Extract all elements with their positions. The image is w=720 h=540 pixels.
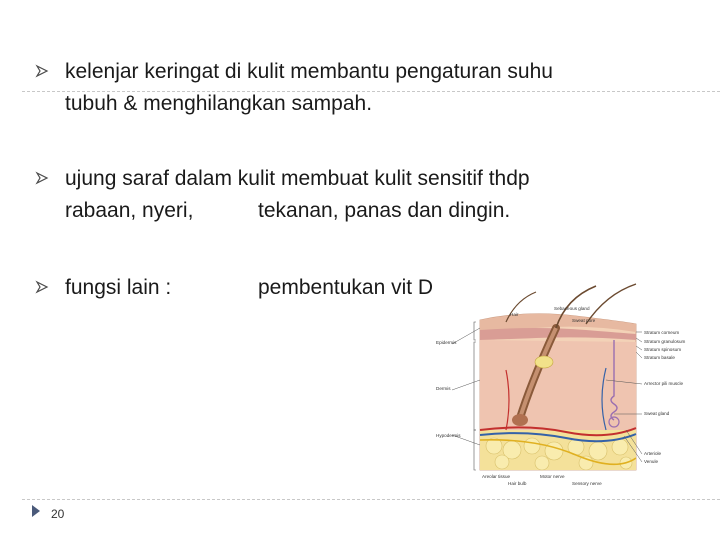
bullet-marker-icon [34,170,50,186]
figure-label-sensory-nerve: Sensory nerve [572,481,602,486]
bullet-2-line-2a: rabaan, nyeri, [65,199,194,222]
figure-label-corneum: Stratum corneum [644,330,680,335]
figure-label-sweat-gland: Sweat gland [644,411,670,416]
figure-label-granulosum: Stratum granulosum [644,339,686,344]
figure-label-dermis: Dermis [436,386,451,391]
bottom-divider [22,499,720,500]
page-number: 20 [51,506,65,521]
figure-label-hypodermis: Hypodermis [436,433,461,438]
bullet-3-value: pembentukan vit D [258,276,434,299]
bullet-marker-icon [34,63,50,79]
bullet-2-line-1: ujung saraf dalam kulit membuat kulit sensitif thdp [65,167,530,190]
bullet-2-line-2b: tekanan, panas dan dingin. [258,199,511,222]
figure-label-spinosum: Stratum spinosum [644,347,682,352]
bullet-1-line-1: kelenjar keringat di kulit membantu pengaturan suhu [65,60,553,83]
page-marker-icon [31,504,41,523]
figure-label-venule: Venule [644,459,659,464]
figure-label-areolar: Areolar tissue [482,474,511,479]
figure-label-epidermis: Epidermis [436,340,457,345]
figure-label-hair-bulb: Hair bulb [508,481,527,486]
figure-label-arrector: Arrector pili muscle [644,381,684,386]
bullet-3-label: fungsi lain : [65,276,172,299]
bullet-1-line-2: tubuh & menghilangkan sampah. [65,92,373,115]
figure-label-basale: Stratum basale [644,355,675,360]
page-footer [31,504,64,523]
bullet-marker-icon [34,279,50,295]
figure-label-hair: Hair [510,312,519,317]
figure-label-sebaceous: Sebaceous gland [554,306,590,311]
skin-cross-section-figure [436,280,696,490]
figure-label-motor-nerve: Motor nerve [540,474,565,479]
figure-label-sweat-pore: Sweat pore [572,318,596,323]
figure-label-arteriole: Arteriole [644,451,662,456]
